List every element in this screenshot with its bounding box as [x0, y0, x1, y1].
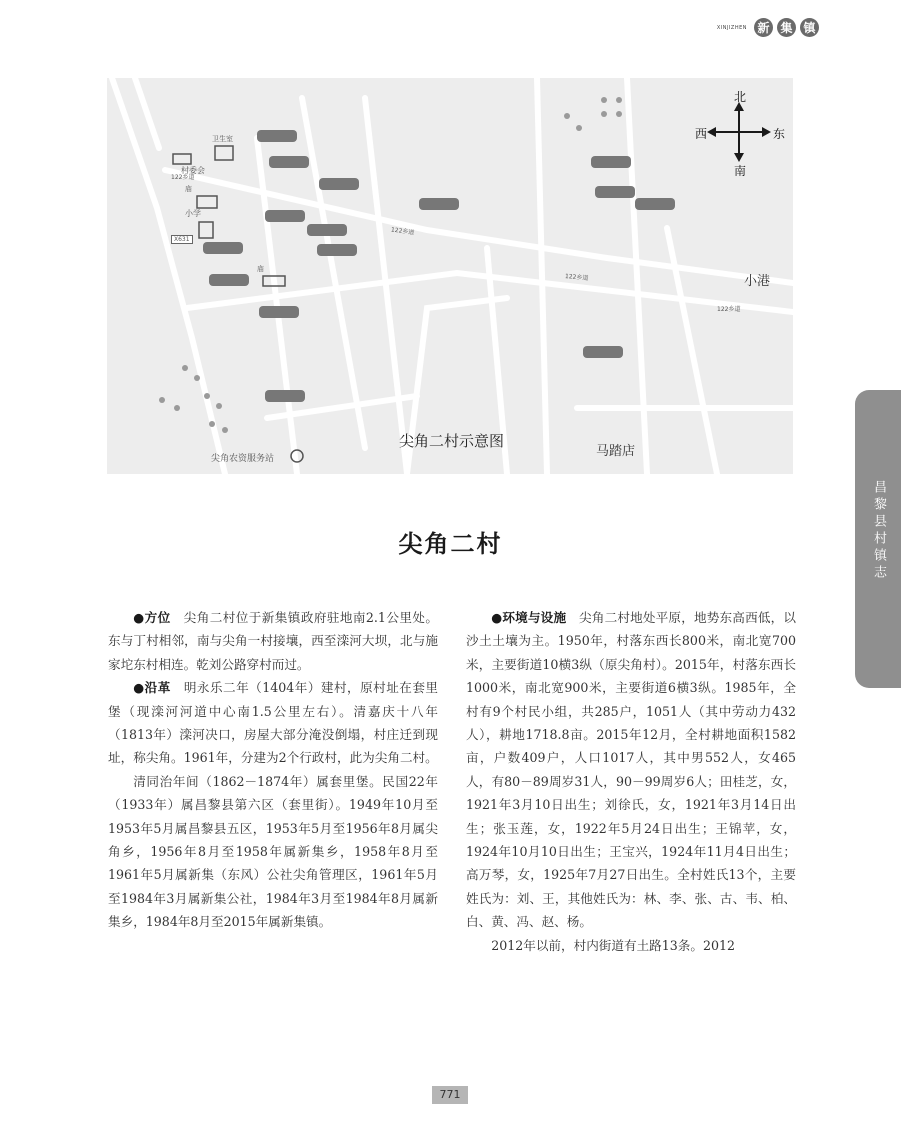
map-label-road-122-d: 122乡道 [717, 306, 741, 313]
map-label-road-122-a: 122乡道 [171, 174, 195, 181]
map-label-service-station: 尖角农资服务站 [211, 454, 275, 464]
map-label-road-code: X631 [171, 235, 193, 244]
header-pinyin: XINJIZHEN [716, 24, 747, 31]
map-label-xiaogang: 小港 [744, 274, 771, 289]
right-text-environment: 尖角二村地处平原，地势东高西低，以沙土土壤为主。1950年，村落东西长800米，南北宽700米，主要街道10横3纵（原尖角村）。2015年，村落东西长1000米，南北宽900米，主要街道6横3纵。1985年，全村有9个村民小组，共285户，1051人（其中劳动力432人），耕地1718.8亩。2015年12月，全村耕地面积1582亩，户数409户，人口1017人，其中男552人，女465人，有80－89周岁31人，90－99周岁6人；田桂芝，女，1921年3月10日出生；刘徐氏，女，1921年3月14日出生；张玉莲，女，1922年5月24日出生；王锦苹，女，1924年10月10日出生；王宝兴，1924年11月4日出生；高万琴，女，1925年7月27日出生。全村姓氏13个，主要姓氏为：刘、王，其他姓氏为：林、李、张、古、韦、柏、白、黄、冯、赵、杨。 [466, 610, 797, 930]
map-caption: 尖角二村示意图 [399, 432, 505, 450]
compass-west: 西 [695, 127, 708, 141]
right-paragraph-roads: 2012年以前，村内街道有土路13条。2012 [491, 937, 736, 953]
right-paragraph-environment [466, 606, 796, 934]
map-label-school: 小学 [185, 209, 201, 218]
compass-south: 南 [734, 164, 747, 178]
map-label-road-122-c: 122乡道 [564, 272, 589, 283]
map-label-temple-2: 庙 [257, 265, 264, 273]
right-heading-environment: ●环境与设施 [491, 610, 567, 625]
brand-char-1: 新 [754, 18, 773, 37]
left-text-history: 明永乐二年（1404年）建村，原村址在套里堡（现滦河河道中心南1.5公里左右）。清嘉庆十八年（1813年）滦河决口，房屋大部分淹没倒塌，村庄迁到现址，称尖角。1961年，分建为2个行政村，此为尖角二村。 [108, 680, 438, 766]
compass-north: 北 [734, 90, 747, 104]
left-paragraph-administration: 清同治年间（1862－1874年）属套里堡。民国22年（1933年）属昌黎县第六区（套里街）。1949年10月至1953年5月属昌黎县五区，1953年5月至1956年8月属尖角乡，1956年8月至1958年属新集乡，1958年8月至1961年5月属新集（东风）公社尖角管理区，1961年5月至1984年3月属新集公社，1984年3月至1984年8月属新集乡，1984年8月至2015年属新集镇。 [108, 773, 438, 930]
compass-arrows [713, 108, 765, 156]
page-number: 771 [432, 1086, 468, 1104]
map-label-road-122-b: 122乡道 [390, 226, 415, 237]
map-roads-layer [107, 78, 793, 474]
header-brand [717, 18, 819, 37]
left-text-location: 尖角二村位于新集镇政府驻地南2.1公里处。东与丁村相邻，南与尖角一村接壤，西至滦河大坝，北与施家坨东村相连。乾刘公路穿村而过。 [108, 610, 439, 672]
map-label-temple-1: 庙 [185, 185, 192, 193]
left-column [108, 606, 438, 934]
map-farmland-marks [159, 97, 622, 433]
left-paragraph-location [108, 606, 438, 676]
brand-char-3: 镇 [800, 18, 819, 37]
brand-char-2: 集 [777, 18, 796, 37]
compass-east: 东 [773, 127, 786, 141]
left-paragraph-history [108, 676, 438, 770]
map-label-clinic: 卫生室 [212, 135, 233, 143]
left-heading-history: ●沿革 [133, 680, 171, 696]
map-label-committee: 村委会 [181, 166, 205, 175]
left-heading-location: ●方位 [133, 610, 171, 625]
map-label-madiandian: 马踏店 [596, 444, 636, 459]
side-tab-label: 昌黎县村镇志 [871, 480, 886, 582]
right-column [466, 606, 796, 957]
village-map [107, 78, 793, 474]
page-title: 尖角二村 [398, 529, 503, 558]
